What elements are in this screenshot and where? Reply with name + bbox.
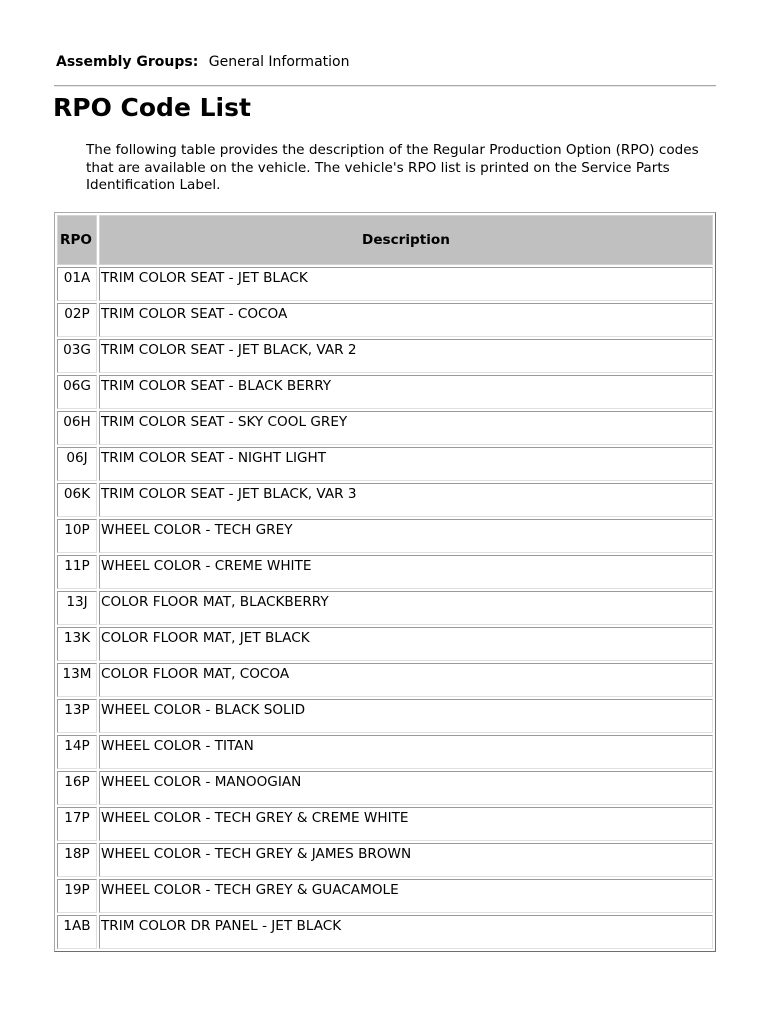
rpo-code-cell: 02P xyxy=(57,303,97,337)
table-row xyxy=(57,483,713,517)
rpo-code-cell: 14P xyxy=(57,735,97,769)
table-row xyxy=(57,339,713,373)
table-row xyxy=(57,879,713,913)
assembly-groups-label: Assembly Groups: xyxy=(56,54,199,70)
rpo-code-cell: 1AB xyxy=(57,915,97,949)
table-row xyxy=(57,843,713,877)
rpo-description-cell: WHEEL COLOR - TECH GREY & JAMES BROWN xyxy=(99,843,713,877)
rpo-code-cell: 06K xyxy=(57,483,97,517)
table-row xyxy=(57,771,713,805)
rpo-description-cell: WHEEL COLOR - TECH GREY & CREME WHITE xyxy=(99,807,713,841)
table-row xyxy=(57,807,713,841)
table-row xyxy=(57,303,713,337)
table-row xyxy=(57,735,713,769)
rpo-description-cell: TRIM COLOR DR PANEL - JET BLACK xyxy=(99,915,713,949)
intro-paragraph: The following table provides the description of the Regular Production Option (RPO) codes that are available on the vehicle. The vehicle's RPO list is printed on the Service Parts Identification Label. xyxy=(86,142,699,193)
table-row xyxy=(57,267,713,301)
table-header-row xyxy=(57,215,713,265)
rpo-description-cell: WHEEL COLOR - MANOOGIAN xyxy=(99,771,713,805)
header-divider xyxy=(54,85,716,87)
table-row xyxy=(57,447,713,481)
rpo-code-cell: 13K xyxy=(57,627,97,661)
rpo-description-cell: TRIM COLOR SEAT - JET BLACK xyxy=(99,267,713,301)
rpo-description-cell: TRIM COLOR SEAT - COCOA xyxy=(99,303,713,337)
rpo-code-cell: 17P xyxy=(57,807,97,841)
rpo-description-cell: COLOR FLOOR MAT, COCOA xyxy=(99,663,713,697)
table-row xyxy=(57,663,713,697)
rpo-description-cell: WHEEL COLOR - TECH GREY & GUACAMOLE xyxy=(99,879,713,913)
table-body xyxy=(57,267,713,949)
rpo-description-cell: COLOR FLOOR MAT, BLACKBERRY xyxy=(99,591,713,625)
rpo-code-cell: 06H xyxy=(57,411,97,445)
table-row xyxy=(57,591,713,625)
table-row xyxy=(57,519,713,553)
rpo-description-cell: TRIM COLOR SEAT - JET BLACK, VAR 3 xyxy=(99,483,713,517)
table-row xyxy=(57,555,713,589)
rpo-description-cell: WHEEL COLOR - TECH GREY xyxy=(99,519,713,553)
rpo-description-cell: TRIM COLOR SEAT - BLACK BERRY xyxy=(99,375,713,409)
rpo-description-cell: TRIM COLOR SEAT - SKY COOL GREY xyxy=(99,411,713,445)
rpo-code-cell: 06G xyxy=(57,375,97,409)
rpo-code-cell: 13J xyxy=(57,591,97,625)
rpo-code-cell: 10P xyxy=(57,519,97,553)
table-row xyxy=(57,699,713,733)
rpo-description-cell: TRIM COLOR SEAT - JET BLACK, VAR 2 xyxy=(99,339,713,373)
column-header-description: Description xyxy=(99,215,713,265)
rpo-code-table xyxy=(54,212,716,952)
rpo-code-cell: 06J xyxy=(57,447,97,481)
page-title: RPO Code List xyxy=(53,93,251,122)
rpo-description-cell: TRIM COLOR SEAT - NIGHT LIGHT xyxy=(99,447,713,481)
assembly-groups-value: General Information xyxy=(208,54,350,70)
column-header-rpo: RPO xyxy=(57,215,97,265)
rpo-code-cell: 11P xyxy=(57,555,97,589)
rpo-code-cell: 18P xyxy=(57,843,97,877)
rpo-description-cell: WHEEL COLOR - TITAN xyxy=(99,735,713,769)
table-row xyxy=(57,375,713,409)
rpo-code-cell: 03G xyxy=(57,339,97,373)
rpo-description-cell: COLOR FLOOR MAT, JET BLACK xyxy=(99,627,713,661)
table-row xyxy=(57,915,713,949)
rpo-code-cell: 13P xyxy=(57,699,97,733)
table-row xyxy=(57,627,713,661)
table-row xyxy=(57,411,713,445)
rpo-code-cell: 19P xyxy=(57,879,97,913)
rpo-code-cell: 01A xyxy=(57,267,97,301)
assembly-groups-header xyxy=(56,54,349,70)
rpo-code-cell: 16P xyxy=(57,771,97,805)
rpo-description-cell: WHEEL COLOR - BLACK SOLID xyxy=(99,699,713,733)
rpo-code-cell: 13M xyxy=(57,663,97,697)
rpo-description-cell: WHEEL COLOR - CREME WHITE xyxy=(99,555,713,589)
